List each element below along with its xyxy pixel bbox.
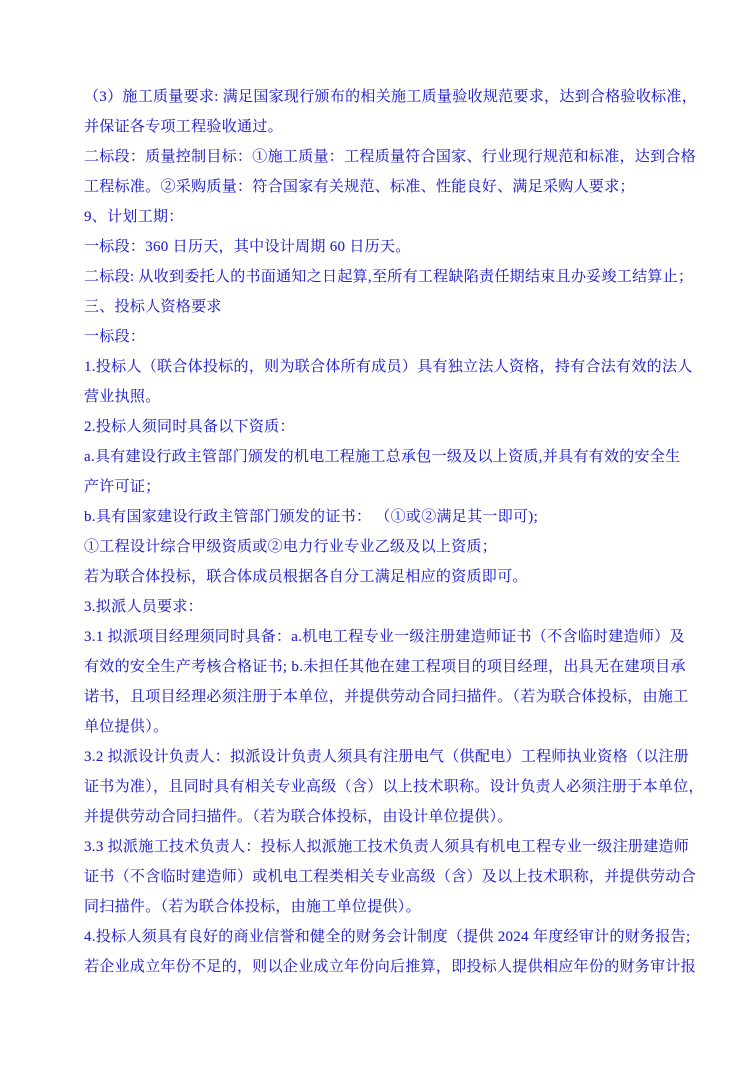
- text-line: 一标段：: [84, 329, 146, 345]
- text-line: a.具有建设行政主管部门颁发的机电工程施工总承包一级及以上资质,并具有有效的安全生: [84, 449, 681, 465]
- text-line: 三、投标人资格要求: [84, 299, 222, 315]
- text-line: 若为联合体投标，联合体成员根据各自分工满足相应的资质即可。: [84, 569, 528, 585]
- text-line: 证书（不含临时建造师）或机电工程类相关专业高级（含）及以上技术职称，并提供劳动合: [84, 869, 697, 885]
- text-line: 工程标准。②采购质量：符合国家有关规范、标准、性能良好、满足采购人要求；: [84, 179, 635, 195]
- text-line: 有效的安全生产考核合格证书; b.未担任其他在建工程项目的项目经理，出具无在建项目承: [84, 659, 686, 675]
- text-line: b.具有国家建设行政主管部门颁发的证书： （①或②满足其一即可);: [84, 509, 539, 525]
- text-line: 若企业成立年份不足的，则以企业成立年份向后推算，即投标人提供相应年份的财务审计报: [84, 959, 697, 975]
- text-line: 证书为准），且同时具有相关专业高级（含）以上技术职称。设计负责人必须注册于本单位，: [84, 779, 704, 795]
- text-line: 3.1 拟派项目经理须同时具备：a.机电工程专业一级注册建造师证书（不含临时建造师）及: [84, 629, 685, 645]
- text-line: 并提供劳动合同扫描件。（若为联合体投标，由设计单位提供）。: [84, 809, 513, 825]
- text-line: 营业执照。: [84, 389, 161, 405]
- text-line: 同扫描件。（若为联合体投标，由施工单位提供）。: [84, 899, 421, 915]
- text-line: （3）施工质量要求: 满足国家现行颁布的相关施工质量验收规范要求，达到合格验收标准，: [84, 89, 698, 105]
- text-line: 单位提供）。: [84, 719, 169, 735]
- text-line: 产许可证；: [84, 479, 161, 495]
- text-line: 二标段: 从收到委托人的书面通知之日起算,至所有工程缺陷责任期结束且办妥竣工结算止；: [84, 269, 694, 285]
- text-line: 二标段：质量控制目标：①施工质量：工程质量符合国家、行业现行规范和标准，达到合格: [84, 149, 697, 165]
- text-line: 3.3 拟派施工技术负责人：投标人拟派施工技术负责人须具有机电工程专业一级注册建造师: [84, 839, 690, 855]
- text-line: 一标段：360 日历天，其中设计周期 60 日历天。: [84, 239, 411, 255]
- text-line: 1.投标人（联合体投标的，则为联合体所有成员）具有独立法人资格，持有合法有效的法人: [84, 359, 693, 375]
- text-line: 4.投标人须具有良好的商业信誉和健全的财务会计制度（提供 2024 年度经审计的财务报告;: [84, 929, 691, 945]
- text-line: 诺书，且项目经理必须注册于本单位，并提供劳动合同扫描件。（若为联合体投标，由施工: [84, 689, 689, 705]
- document-text-block: [84, 82, 704, 982]
- text-line: 9、计划工期：: [84, 209, 184, 225]
- text-line: 2.投标人须同时具备以下资质：: [84, 419, 295, 435]
- text-line: 3.2 拟派设计负责人：拟派设计负责人须具有注册电气（供配电）工程师执业资格（以注册: [84, 749, 690, 765]
- text-line: 3.拟派人员要求：: [84, 599, 203, 615]
- text-line: ①工程设计综合甲级资质或②电力行业专业乙级及以上资质；: [84, 539, 498, 555]
- text-line: 并保证各专项工程验收通过。: [84, 119, 283, 135]
